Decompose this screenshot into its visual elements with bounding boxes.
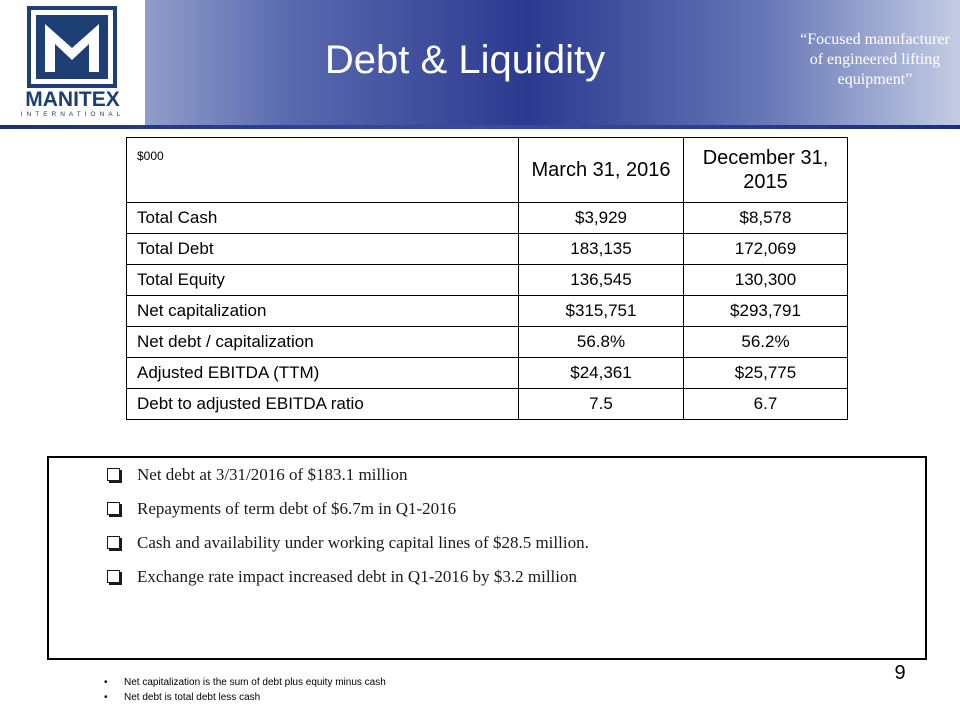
row-label: Total Cash — [127, 203, 519, 234]
cell-value: 172,069 — [684, 234, 848, 265]
cell-value: $315,751 — [519, 296, 684, 327]
cell-value: $24,361 — [519, 358, 684, 389]
page-number: 9 — [894, 662, 906, 684]
bullet-text: Repayments of term debt of $6.7m in Q1-2016 — [137, 499, 457, 518]
table-row — [127, 358, 848, 389]
checkbox-bullet-icon — [107, 468, 120, 481]
bullet-dot-icon: • — [104, 677, 108, 688]
footnotes — [104, 675, 386, 705]
cell-value: $8,578 — [684, 203, 848, 234]
debt-liquidity-table — [126, 137, 848, 420]
cell-value: 130,300 — [684, 265, 848, 296]
cell-value: 56.2% — [684, 327, 848, 358]
table-header-row — [127, 138, 848, 203]
highlights-box — [47, 456, 927, 660]
header-rule — [0, 125, 960, 129]
cell-value: 136,545 — [519, 265, 684, 296]
footnote — [104, 675, 386, 690]
checkbox-bullet-icon — [107, 502, 120, 515]
tagline: “Focused manufacturer of engineered lifting equipment” — [800, 31, 950, 88]
cell-value: $293,791 — [684, 296, 848, 327]
row-label: Adjusted EBITDA (TTM) — [127, 358, 519, 389]
table-row — [127, 234, 848, 265]
table-row — [127, 296, 848, 327]
table-row — [127, 265, 848, 296]
page-title: Debt & Liquidity — [324, 38, 606, 82]
cell-value: 183,135 — [519, 234, 684, 265]
cell-value: 56.8% — [519, 327, 684, 358]
footnote-text: Net capitalization is the sum of debt plus equity minus cash — [124, 677, 386, 688]
row-label: Debt to adjusted EBITDA ratio — [127, 389, 519, 420]
table-row — [127, 389, 848, 420]
column-header: December 31, 2015 — [684, 138, 848, 203]
bullet-text: Net debt at 3/31/2016 of $183.1 million — [137, 465, 408, 484]
row-label: Total Debt — [127, 234, 519, 265]
list-item — [107, 564, 589, 598]
cell-value: 6.7 — [684, 389, 848, 420]
cell-value: 7.5 — [519, 389, 684, 420]
logo-name: MANITEX — [25, 88, 120, 111]
row-label: Net debt / capitalization — [127, 327, 519, 358]
unit-label: $000 — [127, 138, 519, 203]
list-item — [107, 530, 589, 564]
logo-subtitle: INTERNATIONAL — [20, 111, 125, 118]
bullet-dot-icon: • — [104, 692, 108, 703]
cell-value: $25,775 — [684, 358, 848, 389]
highlights-list — [107, 462, 589, 598]
logo-panel — [0, 0, 145, 125]
column-header: March 31, 2016 — [519, 138, 684, 203]
footnote — [104, 690, 386, 705]
footnote-text: Net debt is total debt less cash — [124, 692, 261, 703]
row-label: Net capitalization — [127, 296, 519, 327]
cell-value: $3,929 — [519, 203, 684, 234]
checkbox-bullet-icon — [107, 536, 120, 549]
table-row — [127, 327, 848, 358]
bullet-text: Cash and availability under working capital lines of $28.5 million. — [137, 533, 589, 552]
manitex-logo-icon — [27, 6, 117, 88]
checkbox-bullet-icon — [107, 570, 120, 583]
list-item — [107, 496, 589, 530]
list-item — [107, 462, 589, 496]
row-label: Total Equity — [127, 265, 519, 296]
bullet-text: Exchange rate impact increased debt in Q1-2016 by $3.2 million — [137, 567, 577, 586]
table-row — [127, 203, 848, 234]
